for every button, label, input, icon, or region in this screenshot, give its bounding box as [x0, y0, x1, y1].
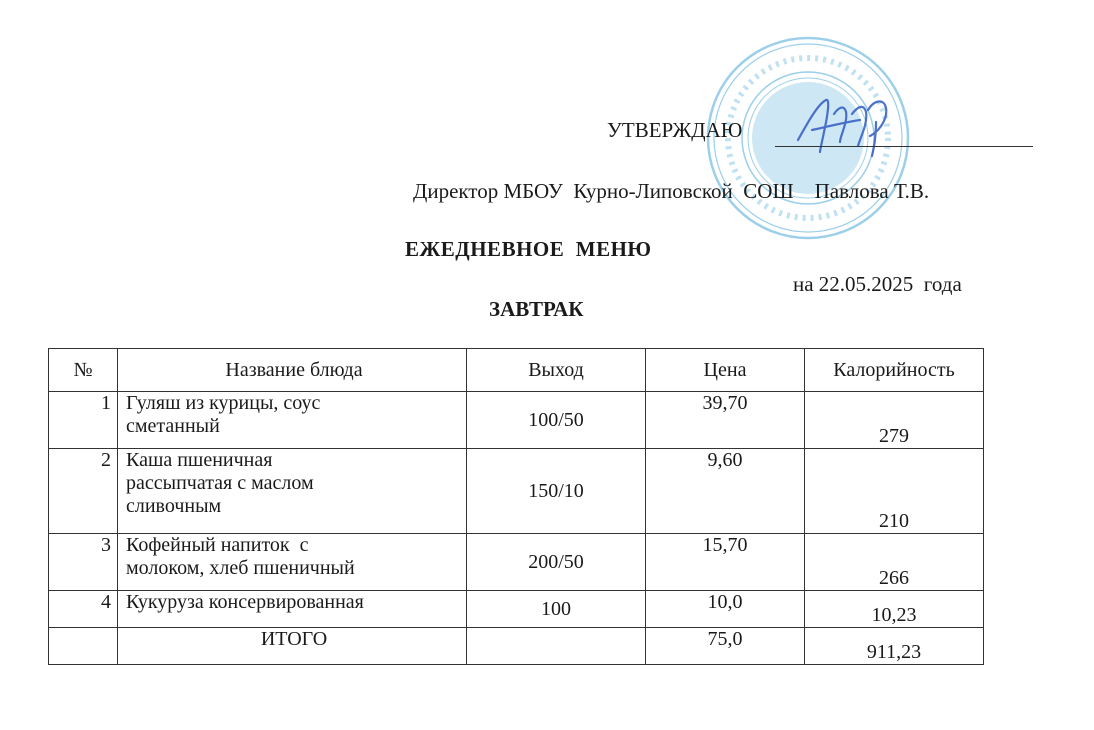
column-header-output: Выход — [467, 349, 646, 392]
dish-price: 10,0 — [646, 591, 805, 628]
dish-calories: 210 — [805, 449, 984, 534]
dish-name-line: Кукуруза консервированная — [126, 591, 364, 613]
dish-name-line: Гуляш из курицы, соус — [126, 392, 321, 414]
row-num: 1 — [49, 392, 118, 449]
dish-name-line: молоком, хлеб пшеничный — [126, 557, 355, 579]
approve-label: УТВЕРЖДАЮ — [607, 118, 743, 142]
total-num — [49, 628, 118, 665]
dish-output: 150/10 — [467, 449, 646, 534]
dish-price: 15,70 — [646, 534, 805, 591]
dish-calories: 279 — [805, 392, 984, 449]
dish-price: 39,70 — [646, 392, 805, 449]
row-num: 2 — [49, 449, 118, 534]
column-header-price: Цена — [646, 349, 805, 392]
table-row — [49, 591, 984, 628]
table-total-row — [49, 628, 984, 665]
table-header-row — [49, 349, 984, 392]
total-label: ИТОГО — [118, 628, 467, 665]
column-header-name: Название блюда — [118, 349, 467, 392]
menu-date: на 22.05.2025 года — [793, 272, 962, 296]
dish-output: 100 — [467, 591, 646, 628]
meal-title: ЗАВТРАК — [489, 297, 584, 321]
director-text: Директор МБОУ Курно-Липовской СОШ Павлова Т.В. — [413, 179, 930, 203]
dish-name-line: сметанный — [126, 415, 220, 437]
dish-name-line: Кофейный напиток с — [126, 534, 309, 556]
table-row — [49, 534, 984, 591]
menu-table — [48, 348, 984, 665]
dish-name-line: сливочным — [126, 495, 222, 517]
column-header-calories: Калорийность — [805, 349, 984, 392]
table-row — [49, 449, 984, 534]
total-calories: 911,23 — [805, 628, 984, 665]
menu-title: ЕЖЕДНЕВНОЕ МЕНЮ — [405, 237, 652, 261]
column-header-num: № — [49, 349, 118, 392]
total-output — [467, 628, 646, 665]
dish-name — [118, 534, 467, 591]
total-price: 75,0 — [646, 628, 805, 665]
row-num: 4 — [49, 591, 118, 628]
dish-output: 100/50 — [467, 392, 646, 449]
dish-name — [118, 591, 467, 628]
dish-calories: 266 — [805, 534, 984, 591]
dish-price: 9,60 — [646, 449, 805, 534]
dish-output: 200/50 — [467, 534, 646, 591]
row-num: 3 — [49, 534, 118, 591]
dish-calories: 10,23 — [805, 591, 984, 628]
dish-name-line: рассыпчатая с маслом — [126, 472, 314, 494]
signature-line — [775, 146, 1033, 147]
dish-name — [118, 392, 467, 449]
dish-name-line: Каша пшеничная — [126, 449, 273, 471]
dish-name — [118, 449, 467, 534]
table-row — [49, 392, 984, 449]
director-signature — [790, 92, 900, 162]
